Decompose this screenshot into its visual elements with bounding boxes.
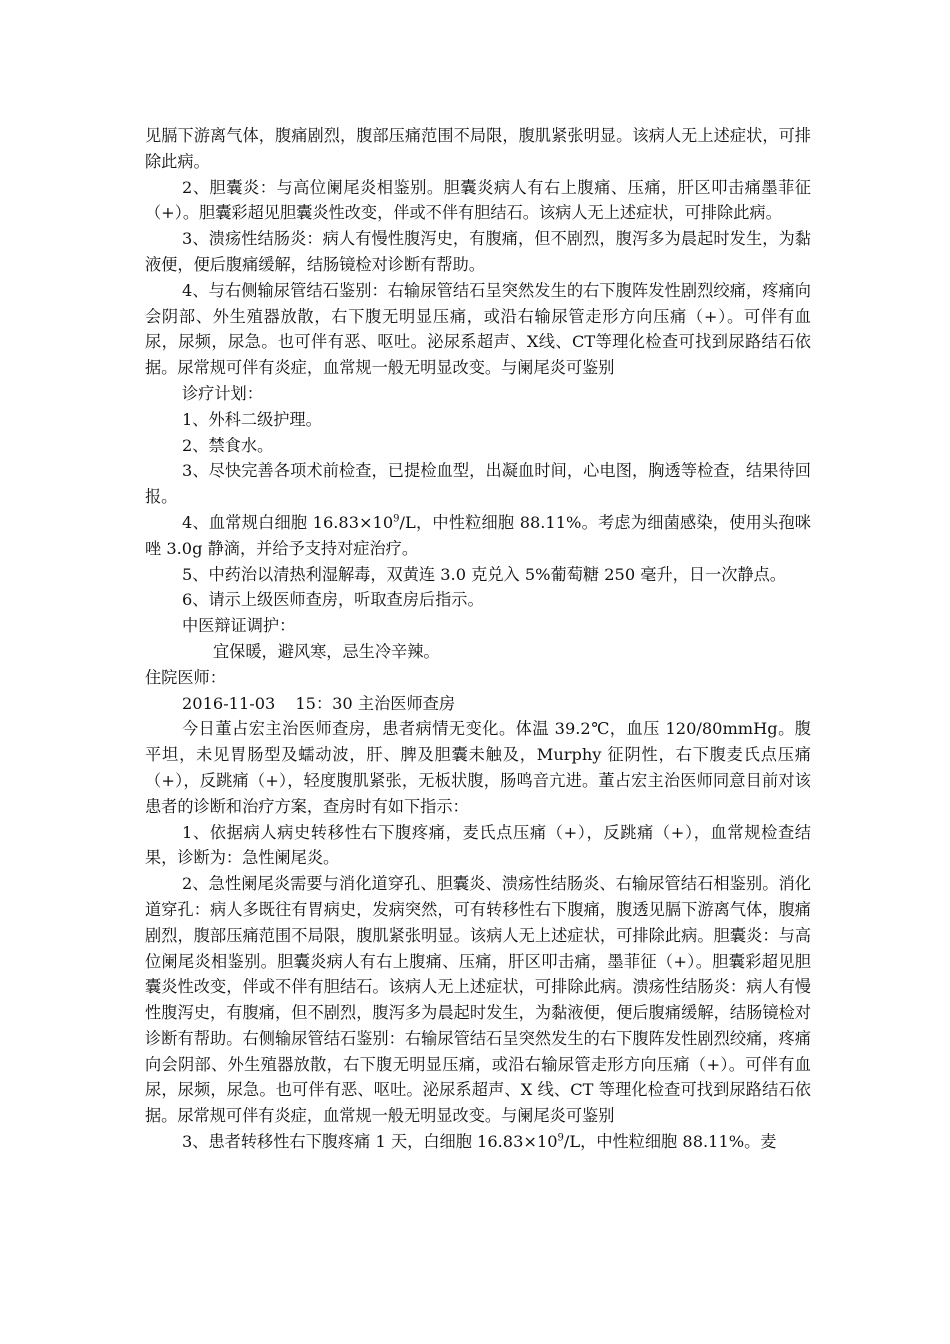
plan-heading: 诊疗计划：: [182, 383, 263, 403]
tcm-heading: 中医辩证调护：: [182, 616, 296, 636]
paragraph-cholecystitis: 2、胆囊炎：与高位阑尾炎相鉴别。胆囊炎病人有右上腹痛、压痛，肝区叩击痛墨菲征（+）。胆囊彩超见胆囊炎性改变，伴或不伴有胆结石。该病人无上述症状，可排除此病。: [145, 177, 811, 223]
document-page: [145, 123, 811, 1155]
plan-item-2: 2、禁食水。: [182, 435, 274, 455]
round-intro: 今日董占宏主治医师查房，患者病情无变化。体温 39.2℃，血压 120/80mmHg。腹平坦，未见胃肠型及蠕动波，肝、脾及胆囊未触及，Murphy 征阴性，右下腹麦氏点压痛（+），反跳痛（+），轻度腹肌紧张，无板状腹，肠鸣音亢进。董占宏主治医师同意目前对该患者的诊断和治疗方案，查房时有如下指示：: [145, 719, 811, 816]
plan-item-4: [145, 510, 811, 562]
plan-item-3: 3、尽快完善各项术前检查，已提检血型，出凝血时间，心电图，胸透等检查，结果待回报。: [145, 461, 811, 507]
paragraph-ureteral-stone: 4、与右侧输尿管结石鉴别：右输尿管结石呈突然发生的右下腹阵发性剧烈绞痛，疼痛向会阴部、外生殖器放散，右下腹无明显压痛，或沿右输尿管走形方向压痛（+）。可伴有血尿，尿频，尿急。也可伴有恶、呕吐。泌尿系超声、X线、CT等理化检查可找到尿路结石依据。尿常规可伴有炎症，血常规一般无明显改变。与阑尾炎可鉴别: [145, 280, 811, 378]
round-title: 主治医师查房: [357, 693, 456, 713]
plan-item-4-part-a: 4、血常规白细胞 16.83×10: [182, 512, 394, 532]
round-point-3-part-b: /L，中性粒细胞 88.11%。麦: [563, 1132, 777, 1152]
round-point-3-exponent: 9: [557, 1132, 564, 1144]
plan-item-4-exponent: 9: [393, 513, 400, 525]
round-point-1: 1、依据病人病史转移性右下腹疼痛，麦氏点压痛（+），反跳痛（+），血常规检查结果，诊断为：急性阑尾炎。: [145, 822, 811, 868]
resident-signature: 住院医师：: [145, 667, 226, 687]
round-date: 2016-11-03: [182, 693, 276, 713]
plan-item-5: 5、中药治以清热利湿解毒，双黄连 3.0 克兑入 5%葡萄糖 250 毫升，日一次静点。: [182, 564, 786, 584]
plan-item-1: 1、外科二级护理。: [182, 409, 322, 429]
round-point-2: 2、急性阑尾炎需要与消化道穿孔、胆囊炎、溃疡性结肠炎、右输尿管结石相鉴别。消化道穿孔：病人多既往有胃病史，发病突然，可有转移性右下腹痛，腹透见膈下游离气体，腹痛剧烈，腹部压痛范围不局限，腹肌紧张明显。该病人无上述症状，可排除此病。胆囊炎：与高位阑尾炎相鉴别。胆囊炎病人有右上腹痛、压痛，肝区叩击痛，墨菲征（+）。胆囊彩超见胆囊炎性改变，伴或不伴有胆结石。该病人无上述症状，可排除此病。溃疡性结肠炎：病人有慢性腹泻史，有腹痛，但不剧烈，腹泻多为晨起时发生，为黏液便，便后腹痛缓解，结肠镜检对诊断有帮助。右侧输尿管结石鉴别：右输尿管结石呈突然发生的右下腹阵发性剧烈绞痛，疼痛向会阴部、外生殖器放散，右下腹无明显压痛，或沿右输尿管走形方向压痛（+）。可伴有血尿，尿频，尿急。也可伴有恶、呕吐。泌尿系超声、X 线、CT 等理化检查可找到尿路结石依据。尿常规可伴有炎症，血常规一般无明显改变。与阑尾炎可鉴别: [145, 874, 811, 1126]
tcm-advice: 宜保暖，避风寒，忌生冷辛辣。: [213, 641, 440, 661]
round-header: [145, 691, 811, 717]
round-time: 15：30: [295, 693, 353, 713]
plan-item-6: 6、请示上级医师查房，听取查房后指示。: [182, 590, 484, 610]
paragraph-perforation-tail: 见膈下游离气体，腹痛剧烈，腹部压痛范围不局限，腹肌紧张明显。该病人无上述症状，可排除此病。: [145, 126, 811, 171]
round-point-3-part-a: 3、患者转移性右下腹疼痛 1 天，白细胞 16.83×10: [182, 1132, 558, 1152]
paragraph-ulcerative-colitis: 3、溃疡性结肠炎：病人有慢性腹泻史，有腹痛，但不剧烈，腹泻多为晨起时发生，为黏液便，便后腹痛缓解，结肠镜检对诊断有帮助。: [145, 229, 811, 274]
plan-item-4-part-b: /L，中性粒细胞 88.11%。考虑为细菌感染，使用头孢咪唑 3.0g 静滴，并给予支持对症治疗。: [145, 512, 811, 558]
round-point-3: [145, 1129, 811, 1155]
